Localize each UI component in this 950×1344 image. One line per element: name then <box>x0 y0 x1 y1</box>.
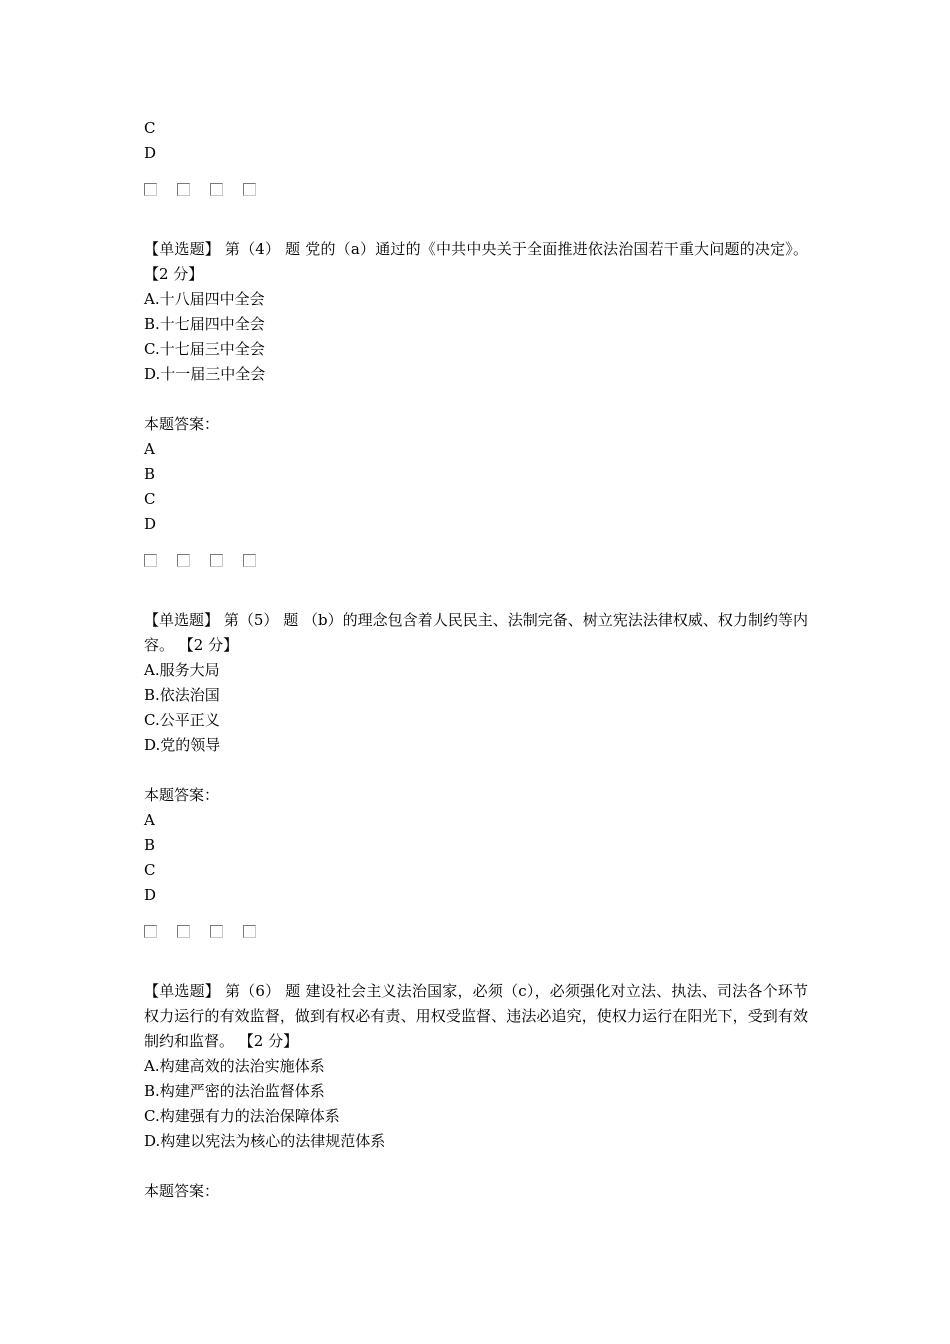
answer-choice: C <box>144 490 156 508</box>
document-page <box>144 116 808 1204</box>
answer-choice: C <box>144 861 156 879</box>
answer-choice: A <box>144 440 155 458</box>
question-option: D.党的领导 <box>144 736 221 754</box>
question-option: B.依法治国 <box>144 686 220 704</box>
answer-heading: 本题答案： <box>144 1182 220 1200</box>
answer-checkbox[interactable] <box>177 183 190 196</box>
answer-checkbox[interactable] <box>243 554 256 567</box>
answer-checkbox[interactable] <box>243 183 256 196</box>
answer-choice: D <box>144 515 157 533</box>
answer-choice: C <box>144 119 156 137</box>
answer-heading: 本题答案： <box>144 786 220 804</box>
answer-checkbox[interactable] <box>144 183 157 196</box>
answer-choice: D <box>144 886 157 904</box>
question-option: C.十七届三中全会 <box>144 340 265 358</box>
question-option: A.十八届四中全会 <box>144 290 265 308</box>
question-option: D.十一届三中全会 <box>144 365 266 383</box>
answer-checkbox[interactable] <box>210 925 223 938</box>
question-option: B.十七届四中全会 <box>144 315 265 333</box>
question-option: A.构建高效的法治实施体系 <box>144 1057 325 1075</box>
answer-checkbox-row <box>144 183 808 197</box>
question-option: D.构建以宪法为核心的法律规范体系 <box>144 1132 386 1150</box>
answer-choice: D <box>144 144 157 162</box>
answer-choice: B <box>144 836 156 854</box>
question-option: A.服务大局 <box>144 661 220 679</box>
answer-checkbox[interactable] <box>177 554 190 567</box>
answer-checkbox-row <box>144 925 808 939</box>
answer-checkbox[interactable] <box>177 925 190 938</box>
answer-checkbox[interactable] <box>144 925 157 938</box>
answer-checkbox[interactable] <box>243 925 256 938</box>
question-text: 【单选题】 第（5） 题 （b）的理念包含着人民民主、法制完备、树立宪法法律权威、权力制约等内容。 【2 分】 <box>144 611 808 654</box>
question-text: 【单选题】 第（6） 题 建设社会主义法治国家，必须（c），必须强化对立法、执法、司法各个环节权力运行的有效监督，做到有权必有责、用权受监督、违法必追究，使权力运行在阳光下，受到有效制约和监督。 【2 分】 <box>144 982 808 1050</box>
question-option: C.构建强有力的法治保障体系 <box>144 1107 340 1125</box>
question-option: C.公平正义 <box>144 711 220 729</box>
answer-choice: A <box>144 811 155 829</box>
answer-heading: 本题答案： <box>144 415 220 433</box>
answer-choice: B <box>144 465 156 483</box>
answer-checkbox[interactable] <box>210 554 223 567</box>
answer-checkbox[interactable] <box>210 183 223 196</box>
answer-checkbox[interactable] <box>144 554 157 567</box>
question-option: B.构建严密的法治监督体系 <box>144 1082 325 1100</box>
question-text: 【单选题】 第（4） 题 党的（a）通过的《中共中央关于全面推进依法治国若干重大问题的决定》。 【2 分】 <box>144 240 808 283</box>
answer-checkbox-row <box>144 554 808 568</box>
